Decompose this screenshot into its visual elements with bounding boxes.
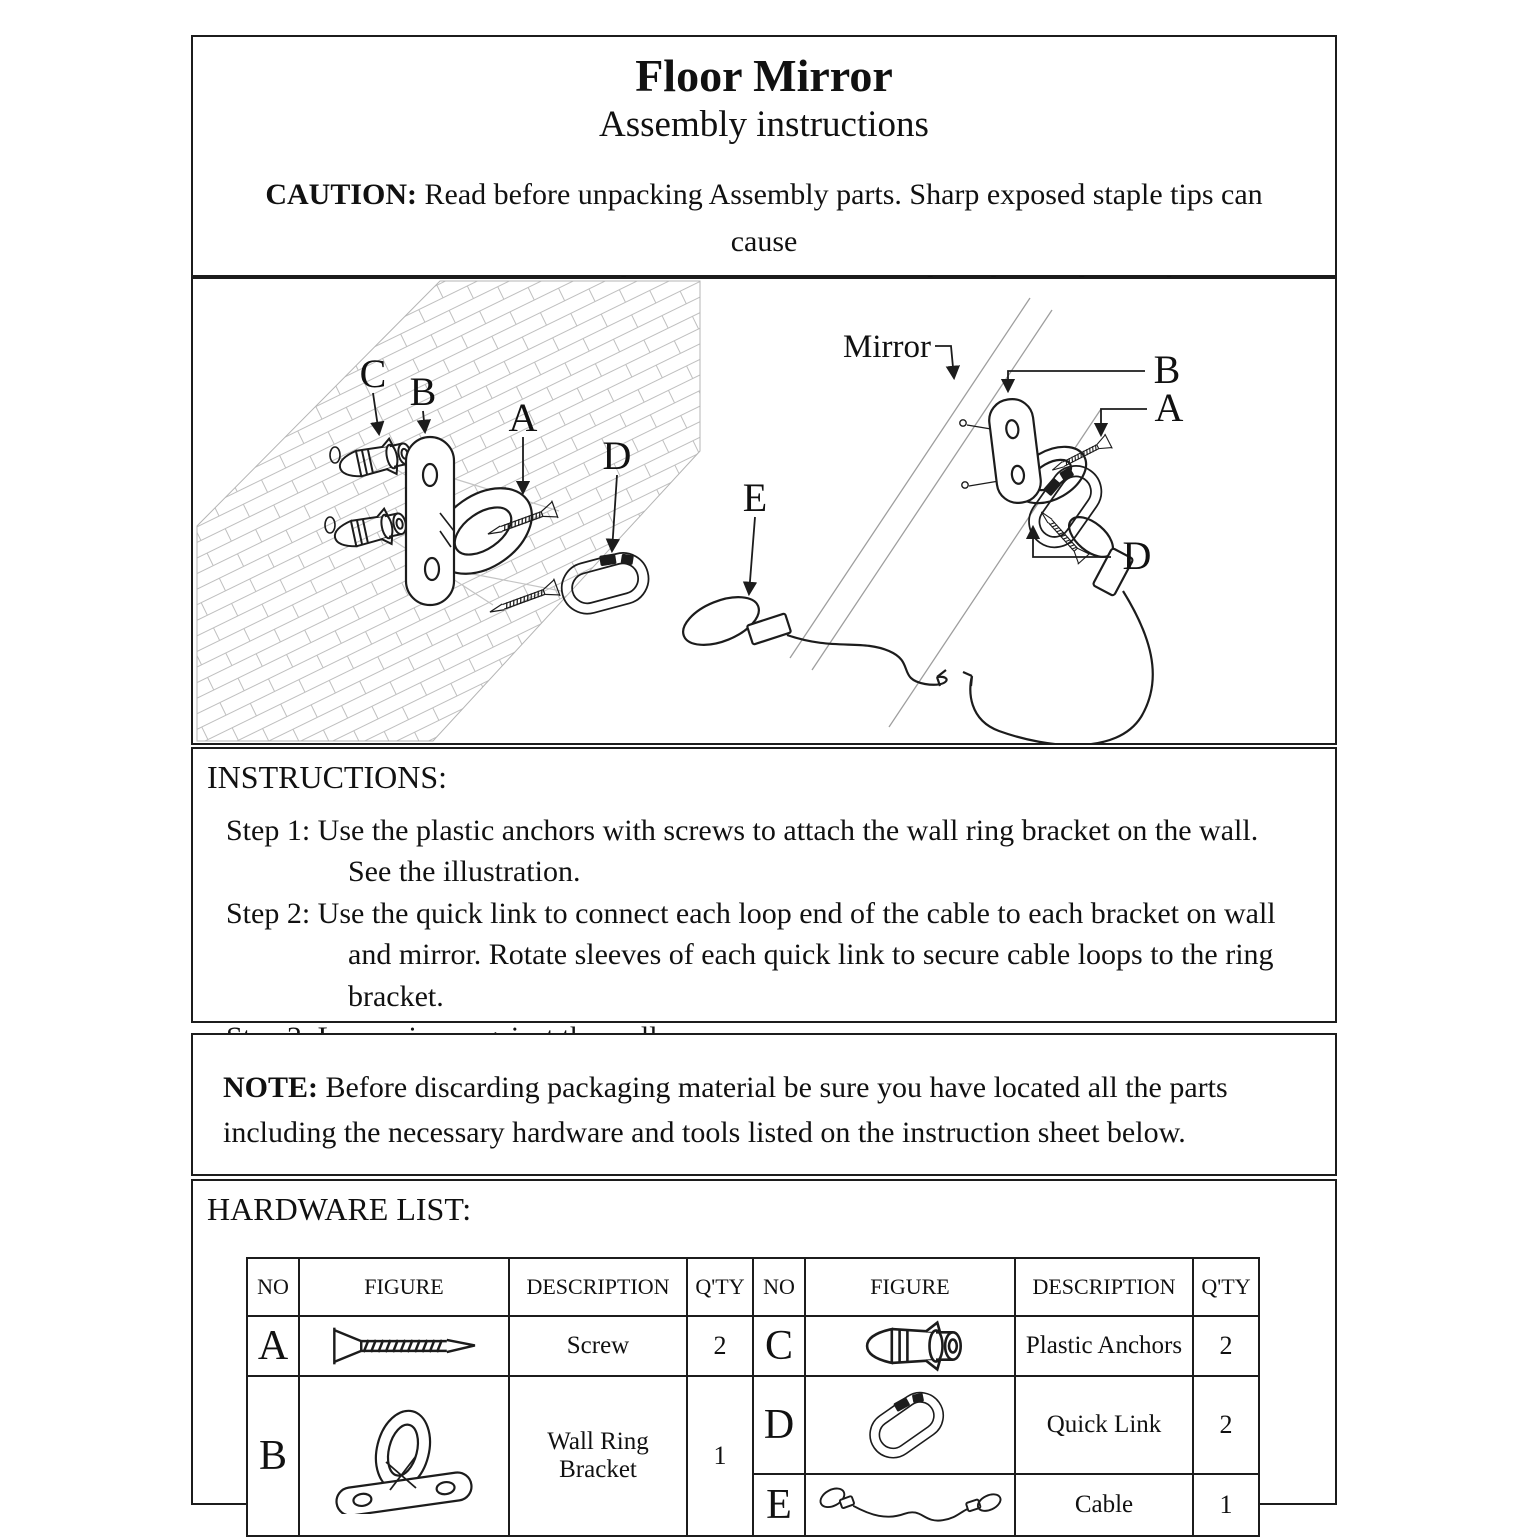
- item-a-no: A: [247, 1316, 299, 1376]
- label-b: B: [409, 369, 437, 414]
- note-label: NOTE:: [223, 1071, 319, 1104]
- item-c-description: Plastic Anchors: [1015, 1316, 1193, 1376]
- step-2-line: Step 2: Use the quick link to connect each loop end of the cable to each bracket on wall: [226, 896, 1276, 930]
- page-title: Floor Mirror: [635, 50, 893, 101]
- item-c-no: C: [753, 1316, 805, 1376]
- note-paragraph: [193, 1035, 1335, 1155]
- item-d-description: Quick Link: [1015, 1376, 1193, 1474]
- item-b-description: Wall Ring Bracket: [509, 1376, 687, 1536]
- page-subtitle: Assembly instructions: [599, 103, 929, 145]
- col-qty: Q'TY: [687, 1258, 753, 1316]
- wall-ring-bracket-figure-icon: [299, 1376, 509, 1536]
- item-b-qty: 1: [687, 1376, 753, 1536]
- item-e-qty: 1: [1193, 1474, 1259, 1536]
- item-d-qty: 2: [1193, 1376, 1259, 1474]
- right-part-labels: [1123, 347, 1184, 578]
- cable-drawing: [676, 587, 946, 686]
- hardware-list-heading: HARDWARE LIST:: [207, 1191, 472, 1227]
- col-figure-2: FIGURE: [805, 1258, 1015, 1316]
- caution-line1: Read before unpacking Assembly parts. Sharp exposed staple tips can cause: [424, 178, 1263, 258]
- label-a: A: [508, 395, 538, 440]
- label-b-right: B: [1153, 347, 1181, 392]
- table-row: [247, 1316, 1259, 1376]
- note-line1: Before discarding packaging material be sure you have located all the parts: [325, 1071, 1228, 1104]
- label-e: E: [742, 475, 768, 520]
- col-no-2: NO: [753, 1258, 805, 1316]
- label-c: C: [359, 351, 387, 396]
- item-b-no: B: [247, 1376, 299, 1536]
- label-d-right: D: [1122, 533, 1152, 578]
- label-a-right: A: [1154, 385, 1184, 430]
- item-a-qty: 2: [687, 1316, 753, 1376]
- screw-figure-icon: [299, 1316, 509, 1376]
- assembly-diagram-section: [191, 277, 1337, 745]
- caution-label: CAUTION:: [265, 178, 418, 212]
- hardware-table-header-row: [247, 1258, 1259, 1316]
- plastic-anchor-figure-icon: [805, 1316, 1015, 1376]
- table-row: [247, 1376, 1259, 1474]
- col-no: NO: [247, 1258, 299, 1316]
- col-figure: FIGURE: [299, 1258, 509, 1316]
- item-e-description: Cable: [1015, 1474, 1193, 1536]
- item-c-qty: 2: [1193, 1316, 1259, 1376]
- hardware-list-section: [191, 1179, 1337, 1528]
- label-d: D: [602, 433, 632, 478]
- col-description-2: DESCRIPTION: [1015, 1258, 1193, 1316]
- step-2-continuation: and mirror. Rotate sleeves of each quick link to secure cable loops to the ring bracket.: [348, 938, 1274, 1013]
- note-line2: including the necessary hardware and tools listed on the instruction sheet below.: [223, 1116, 1186, 1149]
- col-description: DESCRIPTION: [509, 1258, 687, 1316]
- title-section: [191, 35, 1337, 277]
- quick-link-figure-icon: [805, 1376, 1015, 1474]
- item-d-no: D: [753, 1376, 805, 1474]
- instruction-steps: [193, 810, 1335, 1058]
- instructions-heading: INSTRUCTIONS:: [207, 759, 448, 795]
- mirror-edge-lines: [790, 298, 1101, 727]
- cable-figure-icon: [805, 1474, 1015, 1536]
- col-qty-2: Q'TY: [1193, 1258, 1259, 1316]
- hardware-table: [246, 1257, 1260, 1537]
- right-label-leaders: [935, 346, 1147, 557]
- note-section: [191, 1033, 1337, 1176]
- item-a-description: Screw: [509, 1316, 687, 1376]
- instructions-section: [191, 747, 1337, 1023]
- step-1-continuation: See the illustration.: [348, 855, 581, 889]
- label-mirror: Mirror: [843, 329, 931, 365]
- assembly-diagram: [193, 279, 1335, 743]
- item-e-no: E: [753, 1474, 805, 1536]
- step-1-line: Step 1: Use the plastic anchors with screws to attach the wall ring bracket on the wall.: [226, 814, 1259, 847]
